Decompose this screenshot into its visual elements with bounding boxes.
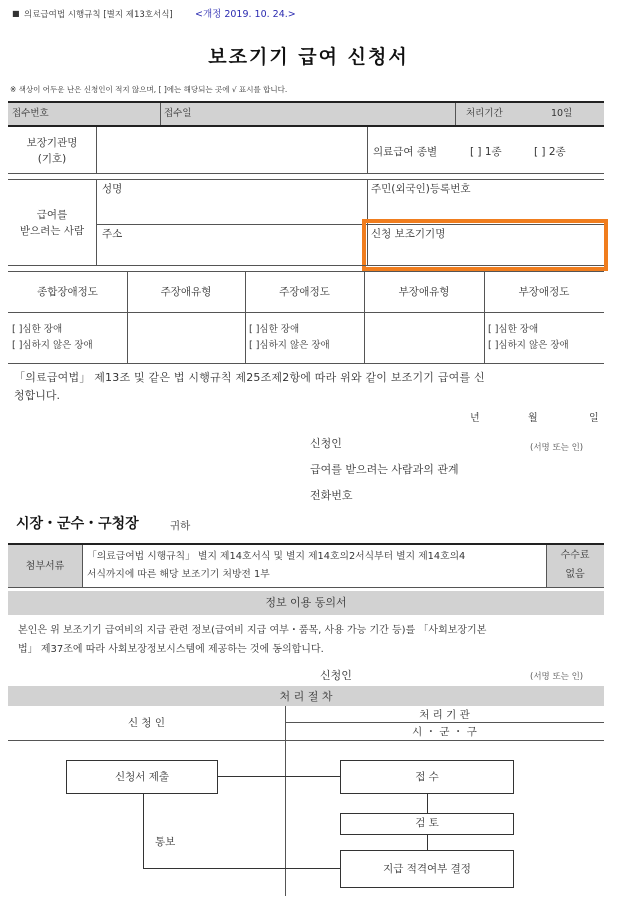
date-year: 년 bbox=[470, 413, 480, 424]
notify-label: 통보 bbox=[155, 836, 176, 848]
addressee: 시장・군수・구청장 bbox=[16, 516, 139, 532]
disability-header-sub-type: 부장애유형 bbox=[398, 286, 450, 298]
receipt-bottom-border bbox=[8, 125, 604, 127]
procedure-header-bottom bbox=[8, 740, 604, 741]
attachment-top-border bbox=[8, 543, 604, 545]
flow-line-review-decide bbox=[427, 834, 428, 850]
consent-applicant-label: 신청인 bbox=[320, 669, 352, 682]
disability-col-4 bbox=[484, 271, 485, 363]
page-title: 보조기기 급여 신청서 bbox=[208, 46, 409, 68]
flow-arrow-submit-receive bbox=[216, 776, 340, 777]
overall-mild-checkbox[interactable]: [ ]심하지 않은 장애 bbox=[12, 340, 93, 351]
procedure-right-header-2: 시 ・ 군 ・ 구 bbox=[412, 726, 477, 738]
consent-line2: 법」 제37조에 따라 사회보장정보시스템에 제공하는 것에 동의합니다. bbox=[18, 644, 324, 655]
receipt-date-label: 접수일 bbox=[164, 108, 192, 119]
procedure-left-header: 신 청 인 bbox=[127, 717, 166, 729]
disability-col-1 bbox=[127, 271, 128, 363]
applicant-label: 신청인 bbox=[310, 437, 342, 450]
form-reference: 의료급여법 시행규칙 [별지 제13호서식] bbox=[24, 10, 173, 20]
procedure-right-header-1: 처 리 기 관 bbox=[419, 709, 470, 721]
recipient-divider bbox=[96, 179, 97, 265]
org-bottom-border bbox=[8, 173, 604, 174]
disability-header-main-type: 주장애유형 bbox=[160, 286, 212, 298]
consent-signature[interactable]: (서명 또는 인) bbox=[530, 672, 584, 682]
revision-date: <개정 2019. 10. 24.> bbox=[195, 9, 296, 20]
attachment-line1: 「의료급여법 시행규칙」 별지 제14호서식 및 별지 제14호의2서식부터 별지 제14호의4 bbox=[87, 551, 466, 562]
phone-label: 전화번호 bbox=[310, 489, 353, 502]
name-label: 성명 bbox=[102, 183, 123, 195]
consent-title: 정보 이용 동의서 bbox=[265, 596, 347, 609]
recipient-top-border bbox=[8, 179, 604, 180]
decision-label: 지급 적격여부 결정 bbox=[383, 863, 471, 875]
attachment-label: 첨부서류 bbox=[25, 561, 65, 572]
recipient-label-line1: 급여를 bbox=[36, 209, 68, 221]
date-day: 일 bbox=[589, 413, 599, 424]
disability-header-sub-degree: 부장애정도 bbox=[518, 286, 570, 298]
disability-header-overall: 종합장애정도 bbox=[37, 286, 98, 298]
review-label: 검 토 bbox=[415, 817, 439, 829]
flow-line-notify bbox=[143, 792, 144, 868]
medical-aid-type-label: 의료급여 종별 bbox=[373, 146, 438, 158]
fee-label: 수수료 bbox=[560, 550, 590, 561]
recipient-label-line2: 받으려는 사람 bbox=[19, 225, 85, 237]
flow-line-receive-review bbox=[427, 793, 428, 813]
receipt-row bbox=[8, 103, 604, 125]
receipt-number-label: 접수번호 bbox=[12, 108, 49, 119]
type1-checkbox[interactable]: [ ] 1종 bbox=[470, 146, 502, 158]
receipt-divider-2 bbox=[455, 103, 456, 125]
sub-mild-checkbox[interactable]: [ ]심하지 않은 장애 bbox=[488, 340, 569, 351]
flow-line-notify-horizontal bbox=[143, 868, 340, 869]
processing-period-label: 처리기간 bbox=[466, 108, 503, 119]
relation-label: 급여를 받으려는 사람과의 관계 bbox=[310, 463, 459, 476]
disability-header-main-degree: 주장애정도 bbox=[279, 286, 330, 298]
type2-checkbox[interactable]: [ ] 2종 bbox=[534, 146, 566, 158]
consent-line1: 본인은 위 보조기기 급여비의 지급 관련 정보(급여비 지급 여부・품목, 사용 가능 기간 등)를 「사회보장기본 bbox=[18, 625, 487, 636]
attachment-divider-1 bbox=[82, 545, 83, 587]
org-label-line2: (기호) bbox=[37, 153, 67, 165]
device-name-label: 신청 보조기기명 bbox=[371, 228, 446, 240]
main-severe-checkbox[interactable]: [ ]심한 장애 bbox=[249, 324, 300, 335]
addressee-honorific: 귀하 bbox=[170, 520, 191, 532]
address-label: 주소 bbox=[102, 228, 123, 240]
device-name-field-highlight[interactable] bbox=[362, 219, 608, 271]
sub-severe-checkbox[interactable]: [ ]심한 장애 bbox=[488, 324, 539, 335]
processing-period-value: 10일 bbox=[551, 108, 573, 119]
org-divider-2 bbox=[367, 127, 368, 173]
receipt-divider-1 bbox=[160, 103, 161, 125]
form-note: ※ 색상이 어두운 난은 신청인이 적지 않으며, [ ]에는 해당되는 곳에 √ 표시를 합니다. bbox=[10, 85, 288, 94]
overall-severe-checkbox[interactable]: [ ]심한 장애 bbox=[12, 324, 63, 335]
disability-col-3 bbox=[364, 271, 365, 363]
form-bullet: ■ bbox=[12, 9, 20, 18]
disability-top-border bbox=[8, 271, 604, 272]
fee-value: 없음 bbox=[565, 569, 585, 580]
receive-label: 접 수 bbox=[415, 771, 439, 783]
submit-application-label: 신청서 제출 bbox=[114, 771, 170, 783]
org-divider-1 bbox=[96, 127, 97, 173]
disability-header-border bbox=[8, 312, 604, 313]
procedure-header-split bbox=[285, 722, 604, 723]
attachment-bottom-border bbox=[8, 587, 604, 588]
disability-col-2 bbox=[245, 271, 246, 363]
date-month: 월 bbox=[528, 413, 538, 424]
id-number-label: 주민(외국인)등록번호 bbox=[371, 183, 471, 195]
org-label-line1: 보장기관명 bbox=[26, 137, 78, 149]
attachment-line2: 서식까지에 따른 해당 보조기기 처방전 1부 bbox=[87, 569, 270, 580]
procedure-title: 처 리 절 차 bbox=[279, 690, 333, 703]
main-mild-checkbox[interactable]: [ ]심하지 않은 장애 bbox=[249, 340, 330, 351]
applicant-signature[interactable]: (서명 또는 인) bbox=[530, 443, 584, 453]
disability-bottom-border bbox=[8, 363, 604, 364]
statement-line1: 「의료급여법」 제13조 및 같은 법 시행규칙 제25조제2항에 따라 위와 같이 보조기기 급여를 신 bbox=[14, 371, 485, 384]
org-name-field[interactable] bbox=[98, 128, 366, 172]
recipient-bottom-border bbox=[8, 265, 604, 266]
statement-line2: 청합니다. bbox=[14, 389, 61, 402]
